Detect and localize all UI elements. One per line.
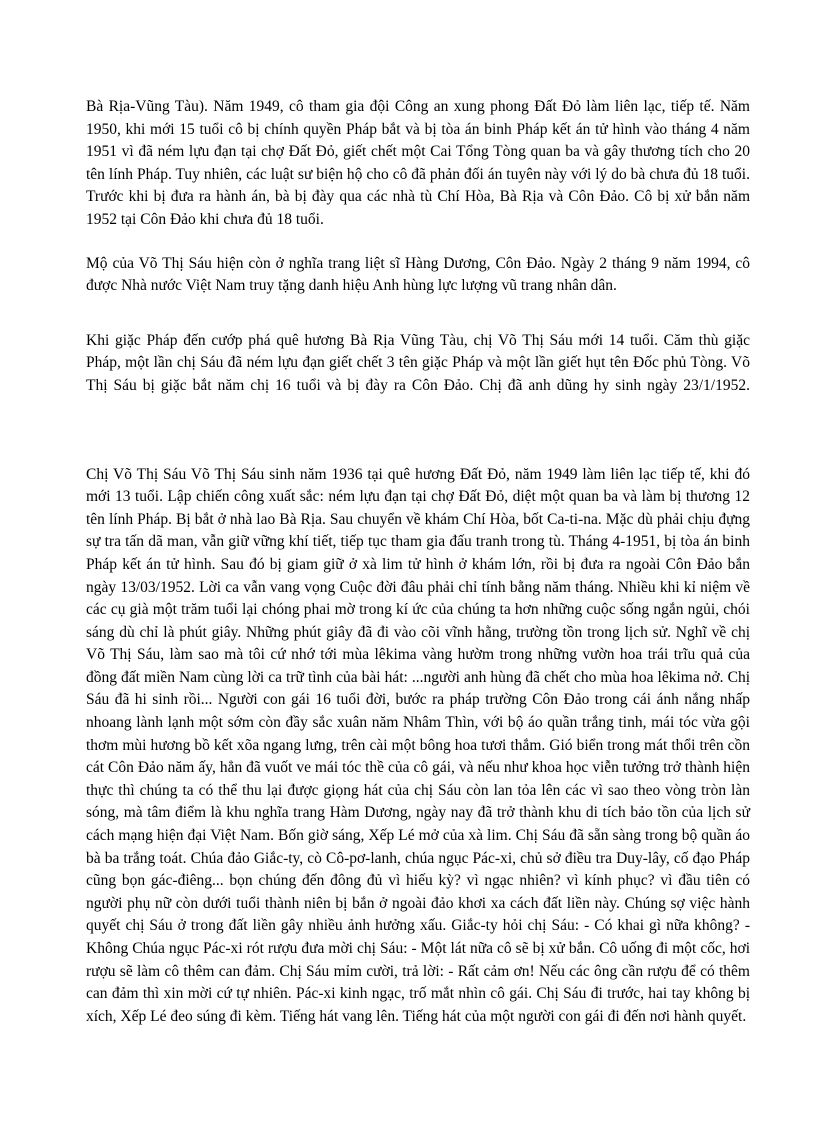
paragraph-grave: Mộ của Võ Thị Sáu hiện còn ở nghĩa trang liệt sĩ Hàng Dương, Côn Đảo. Ngày 2 tháng 9 năm 1994, cô được Nhà nước Việt Nam truy tặng danh hiệu Anh hùng lực lượng vũ trang nhân dân.: [86, 254, 750, 295]
paragraph-biography: Bà Rịa-Vũng Tàu). Năm 1949, cô tham gia đội Công an xung phong Đất Đỏ làm liên lạc, tiếp tế. Năm 1950, khi mới 15 tuổi cô bị chính quyền Pháp bắt và bị tòa án binh Pháp kết án tử hình vào tháng 4 năm 1951 vì đã ném lựu đạn tại chợ Đất Đỏ, giết chết một Cai Tổng Tòng quan ba và gây thương tích cho 20 tên lính Pháp. Tuy nhiên, các luật sư biện hộ cho cô đã phản đối án tuyên này với lý do bà chưa đủ 18 tuổi. Trước khi bị đưa ra hành án, bà bị đày qua các nhà tù Chí Hòa, Bà Rịa và Côn Đảo. Cô bị xử bắn năm 1952 tại Côn Đảo khi chưa đủ 18 tuổi.: [86, 98, 750, 228]
document-page: [86, 96, 750, 1028]
paragraph-summary: Khi giặc Pháp đến cướp phá quê hương Bà Rịa Vũng Tàu, chị Võ Thị Sáu mới 14 tuổi. Căm thù giặc Pháp, một lần chị Sáu đã ném lựu đạn giết chết 3 tên giặc Pháp và một lần giết hụt tên Đốc phủ Tòng. Võ Thị Sáu bị giặc bắt năm chị 16 tuổi và bị đày ra Côn Đảo. Chị đã anh dũng hy sinh ngày 23/1/1952.: [86, 331, 750, 394]
paragraph-story: Chị Võ Thị Sáu Võ Thị Sáu sinh năm 1936 tại quê hương Đất Đỏ, năm 1949 làm liên lạc tiếp tế, khi đó mới 13 tuổi. Lập chiến công xuất sắc: ném lựu đạn tại chợ Đất Đỏ, diệt một quan ba và làm bị thương 12 tên lính Pháp. Bị bắt ở nhà lao Bà Rịa. Sau chuyển về khám Chí Hòa, bốt Ca-ti-na. Mặc dù phải chịu đựng sự tra tấn dã man, vẫn giữ vững khí tiết, tiếp tục tham gia đấu tranh trong tù. Tháng 4-1951, bị tòa án binh Pháp kết án tử hình. Sau đó bị giam giữ ở xà lim tử hình ở khám lớn, rồi bị đưa ra ngoài Côn Đảo bắn ngày 13/03/1952. Lời ca vẫn vang vọng Cuộc đời đâu phải chỉ tính bằng năm tháng. Nhiều khi kỉ niệm về các cụ già một trăm tuổi lại chóng phai mờ trong kí ức của chúng ta hơn những cuộc sống ngắn ngủi, chói sáng dù chỉ là phút giây. Những phút giây đã đi vào cõi vĩnh hằng, trường tồn trong lịch sử. Nghĩ về chị Võ Thị Sáu, làm sao mà tôi cứ nhớ tới mùa lêkima vàng hườm trong những vườn hoa trái trĩu quả của đồng đất miền Nam cùng lời ca trữ tình của bài hát: ...người anh hùng đã chết cho mùa hoa lêkima nở. Chị Sáu đã hi sinh rồi... Người con gái 16 tuổi đời, bước ra pháp trường Côn Đảo trong cái ánh nắng nhấp nhoang lành lạnh một sớm còn đầy sắc xuân năm Nhâm Thìn, với bộ áo quần trắng tinh, mái tóc vừa gội thơm mùi hương bồ kết xõa ngang lưng, trên cài một bông hoa tươi thắm. Gió biển trong mát thổi trên cồn cát Côn Đảo năm ấy, hẳn đã vuốt ve mái tóc thề của cô gái, và nếu như khoa học viễn tưởng trở thành hiện thực thì chúng ta có thể thu lại được giọng hát của chị Sáu còn lan tỏa lên các vì sao theo vòng tròn làn sóng, mà tâm điểm là khu nghĩa trang Hàm Dương, ngày nay đã trở thành khu di tích bảo tồn của lịch sử cách mạng hiện đại Việt Nam. Bốn giờ sáng, Xếp Lé mở của xà lim. Chị Sáu đã sẵn sàng trong bộ quần áo bà ba trắng toát. Chúa đảo Giắc-ty, cò Cô-pơ-lanh, chúa ngục Pác-xi, chủ sở điều tra Duy-lây, cố đạo Pháp cũng bọn gác-điêng... bọn chúng đến đông đủ vì hiếu kỳ? vì ngạc nhiên? vì kính phục? vì đầu tiên có người phụ nữ còn dưới tuổi thành niên bị bắn ở ngoài đảo khơi xa cách đất liền này. Chúng sợ việc hành quyết chị Sáu ở trong đất liền gây nhiều ảnh hưởng xấu. Giắc-ty hỏi chị Sáu: - Có khai gì nữa không? - Không Chúa ngục Pác-xi rót rượu đưa mời chị Sáu: - Một lát nữa cô sẽ bị xử bắn. Cô uống đi một cốc, hơi rượu sẽ làm cô thêm can đảm. Chị Sáu mỉm cười, trả lời: - Rất cảm ơn! Nếu các ông cần rượu để có thêm can đảm thì xin mời cứ tự nhiên. Pác-xi kinh ngạc, trố mắt nhìn cô gái. Chị Sáu đi trước, hai tay không bị xích, Xếp Lé đeo súng đi kèm. Tiếng hát vang lên. Tiếng hát của một người con gái đi đến nơi hành quyết.: [86, 465, 750, 1025]
